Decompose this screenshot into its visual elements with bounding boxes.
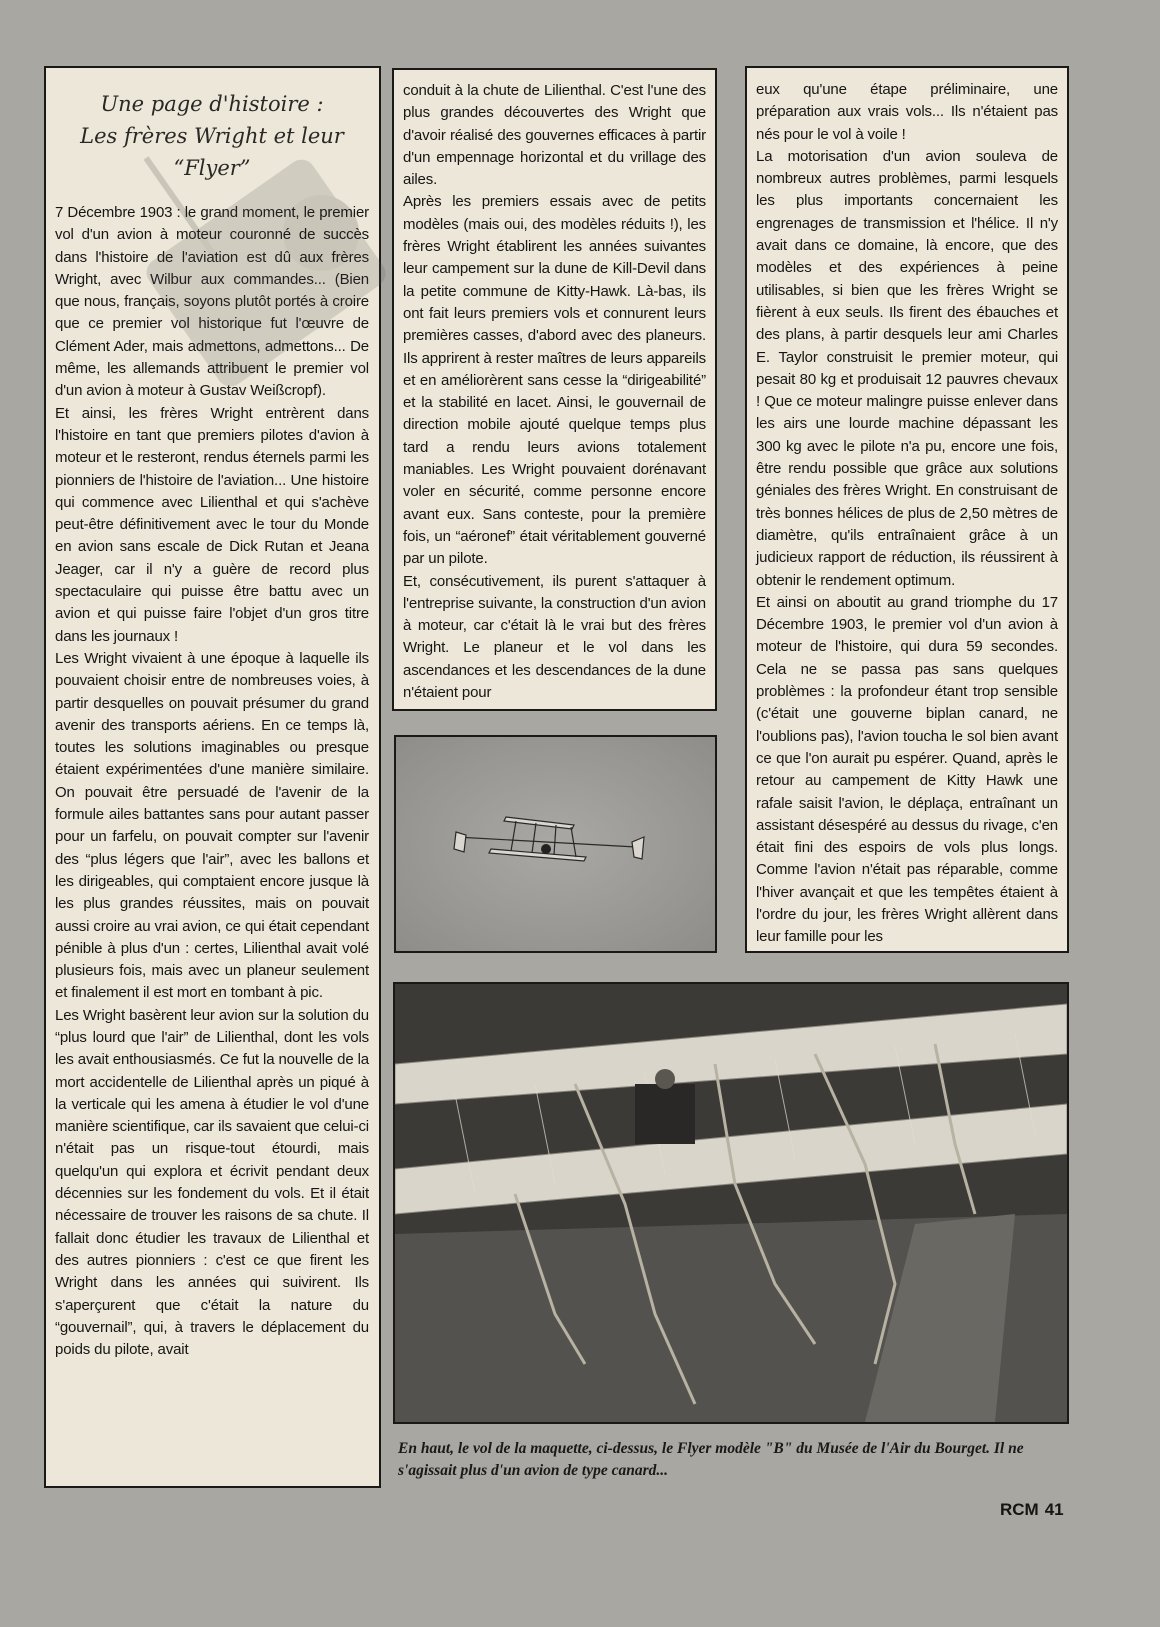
title-line: Les frères Wright et leur [80,124,344,148]
paragraph: eux qu'une étape préliminaire, une préparation aux vrais vols... Ils n'étaient pas nés pour le vol à voile ! [756,81,1058,143]
paragraph: Les Wright basèrent leur avion sur la solution du “plus lourd que l'air” de Lilienthal, dont les vols les avait enthousiasmés. Ce fut la nouvelle de la mort accidentelle de Lilienthal après un piqué à la verticale qui les amena à étudier le vol d'une manière scientifique, car ils savaient que celui-ci n'était pas un risque-tout étourdi, mais quelqu'un qui explora et écrivit pendant deux décennies sur les fondement du vols. Et il était nécessaire de trouver les raisons de sa chute. Il fallait donc étudier les travaux de Lilienthal et des autres pionniers : c'est ce que firent les Wright dans les années qui suivirent. Ils s'aperçurent que c'était la nature du “gouvernail”, qui, à travers le déplacement du poids du pilote, avait [55,1006,369,1359]
page-number: 41 [1044,1500,1064,1519]
paragraph: La motorisation d'un avion souleva de nombreux autres problèmes, parmi lesquels les plus importants concernaient les engrenages de transmission et l'hélice. Il n'y avait dans ce domaine, là encore, que des modèles et des expériences à peine utilisables, si bien que les frères Wright se fièrent à eux seuls. Ils firent des ébauches et des plans, à partir desquels leur ami Charles E. Taylor construisit le premier moteur, qui pesait 80 kg et produisait 12 pauvres chevaux ! Que ce moteur malingre puisse enlever dans les airs une lourde machine dépassant les 300 kg avec le pilote n'a pu, encore une fois, être rendu possible que grâce aux solutions géniales des frères Wright. En construisant de très bonnes hélices de plus de 2,50 mètres de diamètre, qu'ils entraînaient grâce à un judicieux rapport de réduction, ils réussirent à obtenir le rendement optimum. [756,147,1058,589]
title-line: Une page d'histoire : [100,92,324,116]
biplane-in-flight-image [396,737,715,951]
photo-caption: En haut, le vol de la maquette, ci-dessus, le Flyer modèle "B" du Musée de l'Air du Bourget. Il ne s'agissait plus d'un avion de type canard... [398,1440,1024,1479]
paragraph: 7 Décembre 1903 : le grand moment, le premier vol d'un avion à moteur couronné de succès dans l'histoire de l'aviation est dû aux frères Wright, avec Wilbur aux commandes... (Bien que nous, français, soyons plutôt portés à croire que ce premier vol historique fut l'œuvre de Clément Ader, mais admettons, admettons... De même, les allemands attribuent le premier vol d'un avion à moteur à Gustav Weißcropf). [55,204,369,400]
paragraph: Et ainsi, les frères Wright entrèrent dans l'histoire en tant que premiers pilotes d'avion à moteur et le resteront, rendus éternels parmi les pionniers de l'histoire de l'aviation... Une histoire qui commence avec Lilienthal et qui s'achève peut-être définitivement avec le tour du Monde en avion sans escale de Dick Rutan et Jeana Jeager, car il n'y a guère de record plus spectaculaire qui puisse être battu avec un avion et qui puisse faire l'objet d'un gros titre dans les journaux ! [55,404,369,645]
middle-column [392,68,717,711]
title-line: “Flyer” [173,156,251,180]
photo-flyer-model-b-museum [393,982,1069,1424]
article-title [55,88,369,184]
paragraph: Et, consécutivement, ils purent s'attaquer à l'entreprise suivante, la construction d'un avion à moteur, car c'était là le vrai but des frères Wright. Le planeur et le vol dans les ascendances et les descendances de la dune n'étaient pour [403,572,706,702]
paragraph: Et ainsi on aboutit au grand triomphe du 17 Décembre 1903, le premier vol d'un avion à moteur de l'histoire, qui dura 59 secondes. Cela ne se passa pas sans quelques problèmes : la profondeur étant trop sensible (c'était une gouverne biplan canard, ne l'oublions pas), l'avion toucha le sol bien avant ce que l'on aurait pu espérer. Quand, après le retour au campement de Kitty Hawk une rafale saisit l'avion, le déplaça, entraînant un assistant désespéré au dessus du rivage, c'en était fini des espoirs de vols plus longs. Comme l'avion n'était pas réparable, comme l'hiver avançait et que les tempêtes étaient à l'ordre du jour, les frères Wright allèrent dans leur famille pour les [756,593,1058,946]
paragraph: Les Wright vivaient à une époque à laquelle ils pouvaient choisir entre de nombreuses voies, à partir desquelles on pouvait présumer du grand avenir des transports aériens. En ce temps là, toutes les solutions imaginables ou presque étaient expérimentées d'une manière similaire. On pouvait être persuadé de l'avenir de la formule ailes battantes sans pour autant passer pour un farfelu, on pouvait compter sur l'avenir des “plus légers que l'air”, avec les ballons et les dirigeables, qui comptaient encore jusque là les plus grandes réussites, mais on pouvait aussi croire au vrai avion, ce qui était cependant pénible à plus d'un : certes, Lilienthal avait volé plusieurs fois, mais avec un planeur seulement et finalement il est mort en tombant à pic. [55,649,369,1002]
left-column [44,66,381,1488]
photo-flying-model [394,735,717,953]
magazine-name: RCM [1000,1500,1039,1519]
page-footer [1000,1500,1070,1520]
paragraph: Après les premiers essais avec de petits modèles (mais oui, des modèles réduits !), les frères Wright établirent les années suivantes leur campement sur la dune de Kill-Devil dans la petite commune de Kitty-Hawk. Là-bas, ils ont fait leurs premiers vols et connurent leurs premières casses, d'abord avec des planeurs. Ils apprirent à rester maîtres de leurs appareils et en améliorèrent sans cesse la “dirigeabilité” et la stabilité en lacet. Ainsi, le gouvernail de direction mobile ajouté quelque temps plus tard a rendu leurs avions totalement maniables. Les Wright pouvaient dorénavant voler en sécurité, comme personne encore avant eux. Sans conteste, pour la première fois, un “aéronef” était véritablement gouverné par un pilote. [403,193,706,568]
paragraph: conduit à la chute de Lilienthal. C'est l'une des plus grandes découvertes des Wright que d'avoir réalisé des gouvernes efficaces à partir d'un empennage horizontal et du vrillage des ailes. [403,82,706,189]
right-column [745,66,1069,953]
flyer-model-b-image [395,984,1067,1422]
